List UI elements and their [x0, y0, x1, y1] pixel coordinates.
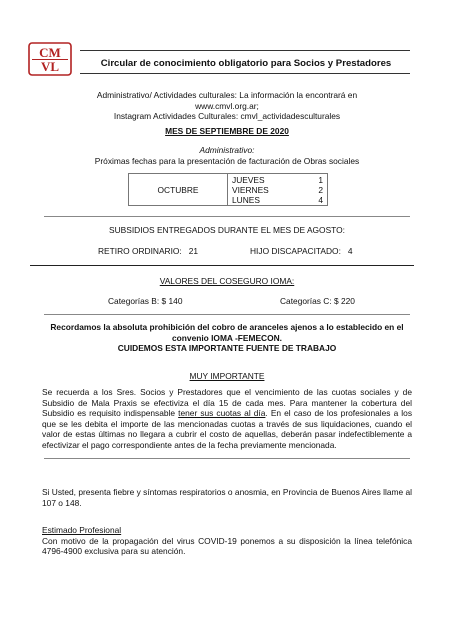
fechas-row	[232, 175, 323, 185]
hijo-value: 4	[347, 246, 353, 256]
hijo-label: HIJO DISCAPACITADO:	[250, 246, 341, 256]
aviso-line-1: Recordamos la absoluta prohibición del cobro de aranceles ajenos a lo establecido en el	[50, 322, 404, 332]
estimado-text: Con motivo de la propagación del virus COVID-19 ponemos a su disposición la línea telefónica 4796-4900 exclusiva para su atención.	[42, 535, 412, 556]
fechas-day: JUEVES	[232, 174, 265, 185]
covid-notice: Si Usted, presenta fiebre y síntomas respiratorios o anosmia, en Provincia de Buenos Aires llame al 107 o 148.	[42, 487, 412, 508]
intro-block	[40, 90, 414, 122]
fechas-day: LUNES	[232, 194, 260, 205]
intro-line-1: Administrativo/ Actividades culturales: La información la encontrará en	[96, 90, 358, 100]
fechas-num: 4	[318, 194, 323, 205]
importante-heading: MUY IMPORTANTE	[189, 371, 265, 381]
coseguro-cat-b: Categorías B: $ 140	[108, 296, 183, 306]
estimado-heading: Estimado Profesional	[42, 525, 122, 535]
divider	[44, 458, 410, 459]
cmvl-logo	[28, 42, 72, 76]
importante-underlined: tener sus cuotas al día	[178, 408, 266, 418]
coseguro-cat-c: Categorías C: $ 220	[280, 296, 355, 306]
admin-label: Administrativo:	[199, 145, 255, 155]
fechas-table	[128, 173, 328, 206]
estimado-block	[42, 525, 412, 557]
aviso-line-3: CUIDEMOS ESTA IMPORTANTE FUENTE DE TRABAJO	[117, 343, 337, 353]
subsidios-heading: SUBSIDIOS ENTREGADOS DURANTE EL MES DE AGOSTO:	[109, 225, 345, 235]
fechas-days-cell	[228, 174, 328, 206]
importante-text-end: . En el caso de los profesionales a los que se les debita el importe de las mencionadas cuotas a través de sus liquidaciones, cuando el valor de estas últimas no llegara a cubrir el costo de aquellas, deberán pasar indefectiblemente a efectivizar el pago correspondiente antes de la fecha previamente mencionada.	[42, 408, 413, 450]
fechas-row	[232, 185, 323, 195]
hijo-discapacitado	[250, 246, 353, 257]
admin-subtitle: Próximas fechas para la presentación de facturación de Obras sociales	[94, 155, 360, 166]
fechas-month-cell: OCTUBRE	[129, 174, 228, 206]
svg-text:VL: VL	[40, 59, 60, 74]
fechas-num: 1	[318, 174, 323, 185]
intro-instagram: Instagram Actividades Culturales: cmvl_actividadesculturales	[113, 111, 341, 121]
fechas-day: VIERNES	[232, 184, 269, 195]
intro-website[interactable]: www.cmvl.org.ar;	[195, 100, 259, 111]
header-rule-bottom	[80, 73, 410, 74]
divider	[44, 314, 410, 315]
importante-text-start: Se recuerda a los Sres. Socios y Prestadores que el vencimiento de las cuotas sociales y de Subsidio de Mala Praxis se efectiviza el día 15 de cada mes. Para mantener la cobertura del Subsidio es requisito indispensable	[42, 387, 412, 418]
retiro-ordinario	[98, 246, 198, 257]
aviso-block	[40, 322, 414, 354]
divider-dark	[30, 265, 414, 266]
retiro-value: 21	[188, 246, 199, 256]
importante-paragraph	[42, 387, 412, 450]
fechas-row	[232, 195, 323, 205]
header-rule-top	[80, 50, 410, 51]
aviso-line-2: convenio IOMA -FEMECON.	[172, 332, 282, 343]
admin-block	[40, 145, 414, 166]
retiro-label: RETIRO ORDINARIO:	[98, 246, 182, 256]
divider	[44, 216, 410, 217]
month-heading: MES DE SEPTIEMBRE DE 2020	[165, 126, 289, 136]
circular-title: Circular de conocimiento obligatorio para Socios y Prestadores	[100, 58, 392, 69]
fechas-num: 2	[318, 184, 323, 195]
svg-text:CM: CM	[39, 45, 61, 60]
coseguro-heading: VALORES DEL COSEGURO IOMA:	[159, 276, 295, 286]
